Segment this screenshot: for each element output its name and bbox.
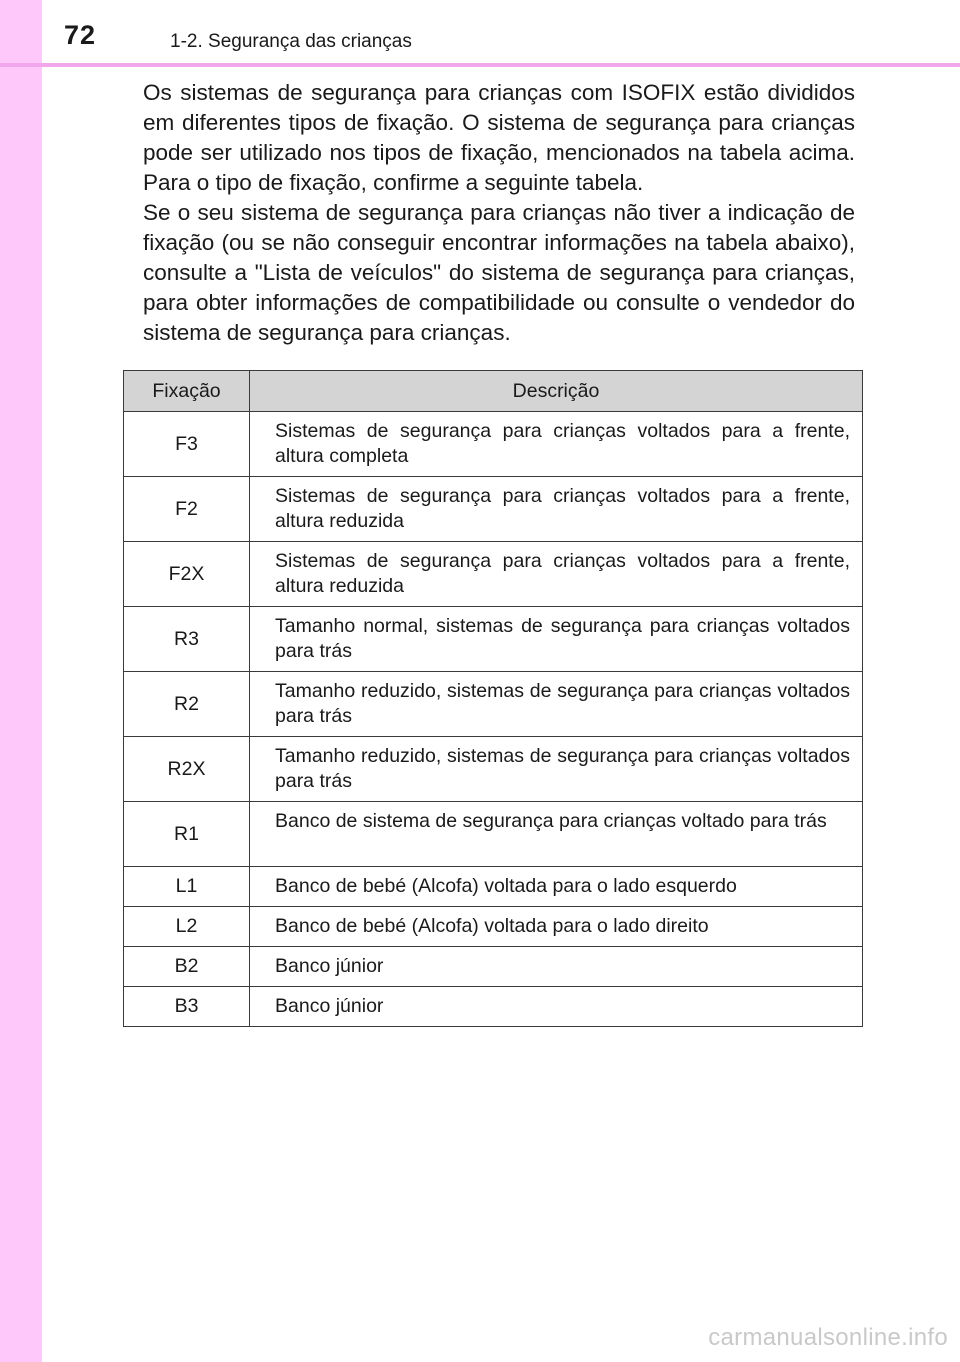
table-row bbox=[124, 542, 863, 607]
page-header bbox=[0, 0, 960, 66]
fixation-description: Sistemas de segurança para crianças voltados para a frente, altura reduzida bbox=[250, 477, 863, 542]
fixation-description: Banco júnior bbox=[250, 987, 863, 1027]
table-row bbox=[124, 802, 863, 867]
header-divider bbox=[0, 63, 960, 67]
fixation-description: Banco de bebé (Alcofa) voltada para o lado esquerdo bbox=[250, 867, 863, 907]
fixation-code: F2X bbox=[124, 542, 250, 607]
column-header-fixation: Fixação bbox=[124, 371, 250, 412]
body-text bbox=[143, 78, 855, 348]
table-row bbox=[124, 987, 863, 1027]
table-row bbox=[124, 737, 863, 802]
fixation-code: R2X bbox=[124, 737, 250, 802]
fixation-code: L1 bbox=[124, 867, 250, 907]
fixation-code: F2 bbox=[124, 477, 250, 542]
fixation-description: Banco júnior bbox=[250, 947, 863, 987]
side-color-band bbox=[0, 0, 42, 1362]
fixation-code: B2 bbox=[124, 947, 250, 987]
fixation-description: Banco de sistema de segurança para crianças voltado para trás bbox=[250, 802, 863, 867]
table-row bbox=[124, 672, 863, 737]
watermark: carmanualsonline.info bbox=[708, 1324, 948, 1351]
table-header-row bbox=[124, 371, 863, 412]
fixation-code: R2 bbox=[124, 672, 250, 737]
fixation-code: L2 bbox=[124, 907, 250, 947]
table-row bbox=[124, 477, 863, 542]
fixation-description: Tamanho reduzido, sistemas de segurança para crianças voltados para trás bbox=[250, 737, 863, 802]
fixation-description: Banco de bebé (Alcofa) voltada para o lado direito bbox=[250, 907, 863, 947]
fixation-description: Tamanho reduzido, sistemas de segurança para crianças voltados para trás bbox=[250, 672, 863, 737]
section-title: 1-2. Segurança das crianças bbox=[170, 31, 412, 52]
fixation-code: R1 bbox=[124, 802, 250, 867]
fixation-description: Tamanho normal, sistemas de segurança para crianças voltados para trás bbox=[250, 607, 863, 672]
paragraph-vehicle-list: Se o seu sistema de segurança para crianças não tiver a indicação de fixação (ou se não conseguir encontrar informações na tabela abaixo), consulte a "Lista de veículos" do sistema de segurança para crianças, para obter informações de compatibilidade ou consulte o vendedor do sistema de segurança para crianças. bbox=[143, 200, 855, 345]
fixation-description: Sistemas de segurança para crianças voltados para a frente, altura completa bbox=[250, 412, 863, 477]
table-row bbox=[124, 907, 863, 947]
paragraph-isofix-types: Os sistemas de segurança para crianças com ISOFIX estão divididos em diferentes tipos de fixação. O sistema de segurança para crianças pode ser utilizado nos tipos de fixação, mencionados na tabela acima. Para o tipo de fixação, confirme a seguinte tabela. bbox=[143, 80, 855, 195]
table-row bbox=[124, 607, 863, 672]
fixation-code: R3 bbox=[124, 607, 250, 672]
table-row bbox=[124, 947, 863, 987]
table-row bbox=[124, 867, 863, 907]
fixation-table bbox=[123, 370, 863, 1027]
page-number: 72 bbox=[64, 20, 97, 50]
column-header-description: Descrição bbox=[250, 371, 863, 412]
table-row bbox=[124, 412, 863, 477]
fixation-description: Sistemas de segurança para crianças voltados para a frente, altura reduzida bbox=[250, 542, 863, 607]
fixation-code: F3 bbox=[124, 412, 250, 477]
fixation-code: B3 bbox=[124, 987, 250, 1027]
